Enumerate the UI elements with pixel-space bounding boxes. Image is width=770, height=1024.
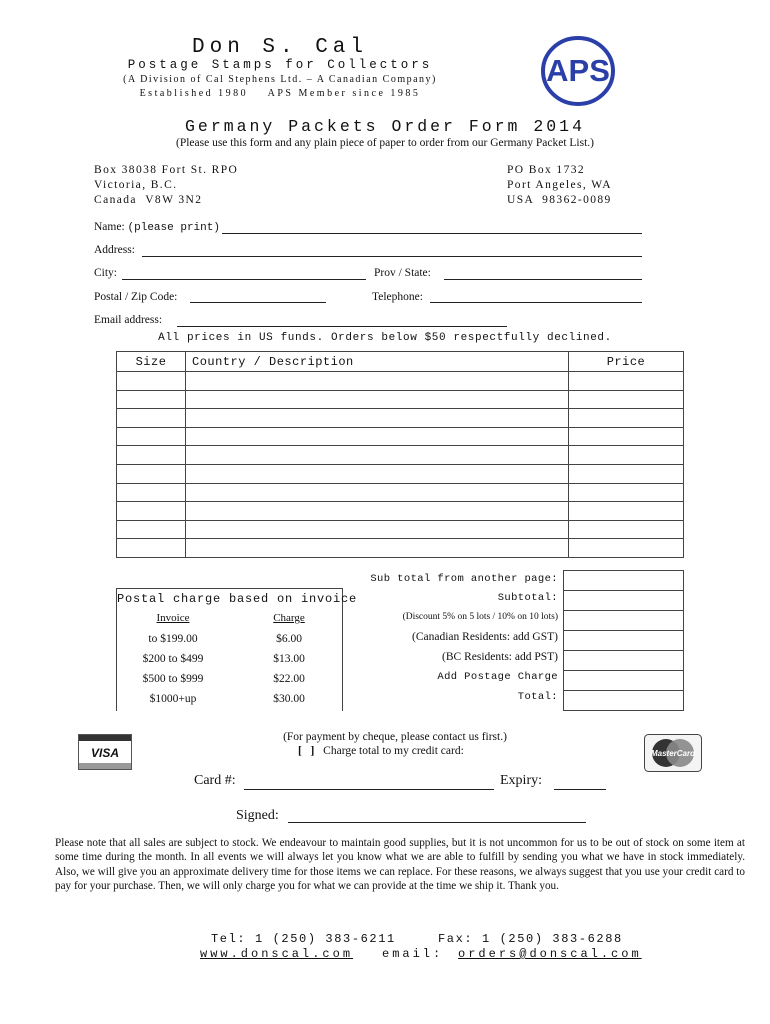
- order-row: [117, 409, 684, 428]
- name-label: [94, 221, 220, 234]
- aps-logo: [540, 35, 616, 107]
- order-row: [117, 427, 684, 446]
- postal-invoice-range: $1000+up: [149, 693, 197, 705]
- visa-text: VISA: [90, 746, 120, 760]
- pst-label: (BC Residents: add PST): [442, 651, 558, 663]
- order-row: [117, 464, 684, 483]
- phone-label: Telephone:: [372, 291, 423, 303]
- address-canada-line: Box 38038 Fort St. RPO: [94, 164, 239, 176]
- size-cell[interactable]: [117, 483, 186, 502]
- expiry-label: Expiry:: [500, 773, 542, 788]
- size-cell[interactable]: [117, 446, 186, 465]
- name-field[interactable]: [222, 233, 642, 234]
- postal-charge-amount: $30.00: [273, 693, 305, 705]
- signature-field[interactable]: [288, 822, 586, 823]
- subtotal-another-cell[interactable]: [564, 571, 684, 591]
- email-contact: [382, 947, 642, 961]
- postage-label: Add Postage Charge: [437, 671, 558, 683]
- size-cell[interactable]: [117, 427, 186, 446]
- email-label: Email address:: [94, 314, 163, 326]
- gst-cell[interactable]: [564, 631, 684, 651]
- price-cell[interactable]: [569, 502, 684, 521]
- postal-charge-amount: $6.00: [276, 633, 302, 645]
- zip-label: Postal / Zip Code:: [94, 291, 178, 303]
- size-cell[interactable]: [117, 502, 186, 521]
- price-cell[interactable]: [569, 409, 684, 428]
- city-field[interactable]: [122, 279, 366, 280]
- discount-cell[interactable]: [564, 611, 684, 631]
- card-number-label: Card #:: [194, 773, 236, 788]
- postal-invoice-range: $500 to $999: [142, 673, 204, 685]
- description-cell[interactable]: [186, 520, 569, 539]
- business-name: Don S. Cal: [191, 36, 369, 59]
- order-row: [117, 483, 684, 502]
- postage-cell[interactable]: [564, 671, 684, 691]
- phone-field[interactable]: [430, 302, 642, 303]
- stock-note: Please note that all sales are subject to stock. We endeavour to maintain good supplies, but it is not uncommon for us to be out of stock on some item at some time during the month. In all events we will always let you know what we are able to fulfill by sending you what we have in stock immediately. Also, we will give you an approximate delivery time for those items we can replace. For these reasons, we always suggest that you use your credit card to pay for your purchase. Then, we will only charge you for what we can provide at the time we ship it. Thank you.: [55, 837, 745, 893]
- col-header-description: Country / Description: [186, 352, 569, 372]
- postal-col-invoice: Invoice: [156, 612, 190, 624]
- expiry-field[interactable]: [554, 789, 606, 790]
- address-field[interactable]: [142, 256, 642, 257]
- form-title: Germany Packets Order Form 2014: [185, 117, 585, 136]
- description-cell[interactable]: [186, 483, 569, 502]
- address-label: Address:: [94, 244, 135, 256]
- email-contact-label: email:: [382, 947, 444, 961]
- price-cell[interactable]: [569, 390, 684, 409]
- address-canada: [94, 163, 238, 208]
- description-cell[interactable]: [186, 539, 569, 558]
- price-cell[interactable]: [569, 464, 684, 483]
- price-notice: All prices in US funds. Orders below $50 respectfully declined.: [158, 332, 612, 344]
- price-cell[interactable]: [569, 520, 684, 539]
- total-label: Total:: [517, 691, 558, 703]
- totals-table: [563, 570, 684, 711]
- size-cell[interactable]: [117, 520, 186, 539]
- pst-cell[interactable]: [564, 651, 684, 671]
- subtotal-another-label: Sub total from another page:: [370, 573, 558, 585]
- signed-label: Signed:: [236, 808, 279, 823]
- mastercard-text: MasterCard: [650, 749, 696, 758]
- description-cell[interactable]: [186, 390, 569, 409]
- description-cell[interactable]: [186, 502, 569, 521]
- city-label: City:: [94, 267, 118, 279]
- address-usa-line: PO Box 1732: [507, 164, 586, 176]
- form-subtitle: (Please use this form and any plain piece of paper to order from our Germany Packet List.): [175, 137, 594, 149]
- subtotal-label: Subtotal:: [497, 592, 558, 604]
- name-hint: (please print): [127, 222, 220, 234]
- address-usa-line: USA 98362-0089: [507, 194, 612, 206]
- business-division: (A Division of Cal Stephens Ltd. – A Canadian Company): [123, 74, 437, 85]
- col-header-size: Size: [117, 352, 186, 372]
- card-number-field[interactable]: [244, 789, 494, 790]
- price-cell[interactable]: [569, 446, 684, 465]
- size-cell[interactable]: [117, 409, 186, 428]
- cheque-note: (For payment by cheque, please contact us first.): [283, 731, 507, 743]
- prov-label: Prov / State:: [374, 267, 431, 279]
- phone-number: Tel: 1 (250) 383-6211: [211, 932, 396, 946]
- aps-logo-text: APS: [546, 53, 610, 88]
- address-canada-line: Canada V8W 3N2: [94, 194, 203, 206]
- address-usa: [507, 163, 612, 208]
- postal-charge-box: [116, 588, 358, 711]
- description-cell[interactable]: [186, 427, 569, 446]
- fax-number: Fax: 1 (250) 383-6288: [438, 932, 623, 946]
- order-row: [117, 446, 684, 465]
- email-link[interactable]: orders@donscal.com: [458, 947, 642, 961]
- mastercard-icon: [644, 734, 702, 772]
- description-cell[interactable]: [186, 372, 569, 391]
- charge-label: Charge total to my credit card:: [323, 745, 464, 757]
- subtotal-cell[interactable]: [564, 591, 684, 611]
- name-label-text: Name:: [94, 221, 125, 233]
- postal-charge-amount: $13.00: [273, 653, 305, 665]
- price-cell[interactable]: [569, 372, 684, 391]
- order-table: [116, 351, 684, 558]
- postal-col-charge: Charge: [273, 612, 305, 624]
- col-header-price: Price: [569, 352, 684, 372]
- postal-invoice-range: $200 to $499: [142, 653, 204, 665]
- description-cell[interactable]: [186, 464, 569, 483]
- size-cell[interactable]: [117, 539, 186, 558]
- prov-field[interactable]: [444, 279, 642, 280]
- business-established: Established 1980 APS Member since 1985: [139, 88, 421, 99]
- order-row: [117, 390, 684, 409]
- total-cell[interactable]: [564, 691, 684, 711]
- price-cell[interactable]: [569, 427, 684, 446]
- discount-label: (Discount 5% on 5 lots / 10% on 10 lots): [402, 612, 558, 622]
- charge-checkbox[interactable]: [ ]: [298, 745, 315, 757]
- visa-icon: [78, 734, 132, 770]
- business-tagline: Postage Stamps for Collectors: [127, 58, 433, 72]
- postal-charge-title: Postal charge based on invoice: [117, 592, 358, 606]
- size-cell[interactable]: [117, 372, 186, 391]
- order-row: [117, 502, 684, 521]
- zip-field[interactable]: [190, 302, 326, 303]
- postal-charge-amount: $22.00: [273, 673, 305, 685]
- description-cell[interactable]: [186, 409, 569, 428]
- address-usa-line: Port Angeles, WA: [507, 179, 612, 191]
- order-row: [117, 539, 684, 558]
- price-cell[interactable]: [569, 539, 684, 558]
- email-field[interactable]: [177, 326, 507, 327]
- size-cell[interactable]: [117, 390, 186, 409]
- order-table-header: [117, 352, 684, 372]
- order-row: [117, 372, 684, 391]
- address-canada-line: Victoria, B.C.: [94, 179, 178, 191]
- price-cell[interactable]: [569, 483, 684, 502]
- gst-label: (Canadian Residents: add GST): [412, 631, 558, 643]
- size-cell[interactable]: [117, 464, 186, 483]
- description-cell[interactable]: [186, 446, 569, 465]
- postal-invoice-range: to $199.00: [148, 633, 198, 645]
- credit-card-row: [298, 745, 464, 757]
- website-link[interactable]: www.donscal.com: [200, 947, 354, 961]
- order-row: [117, 520, 684, 539]
